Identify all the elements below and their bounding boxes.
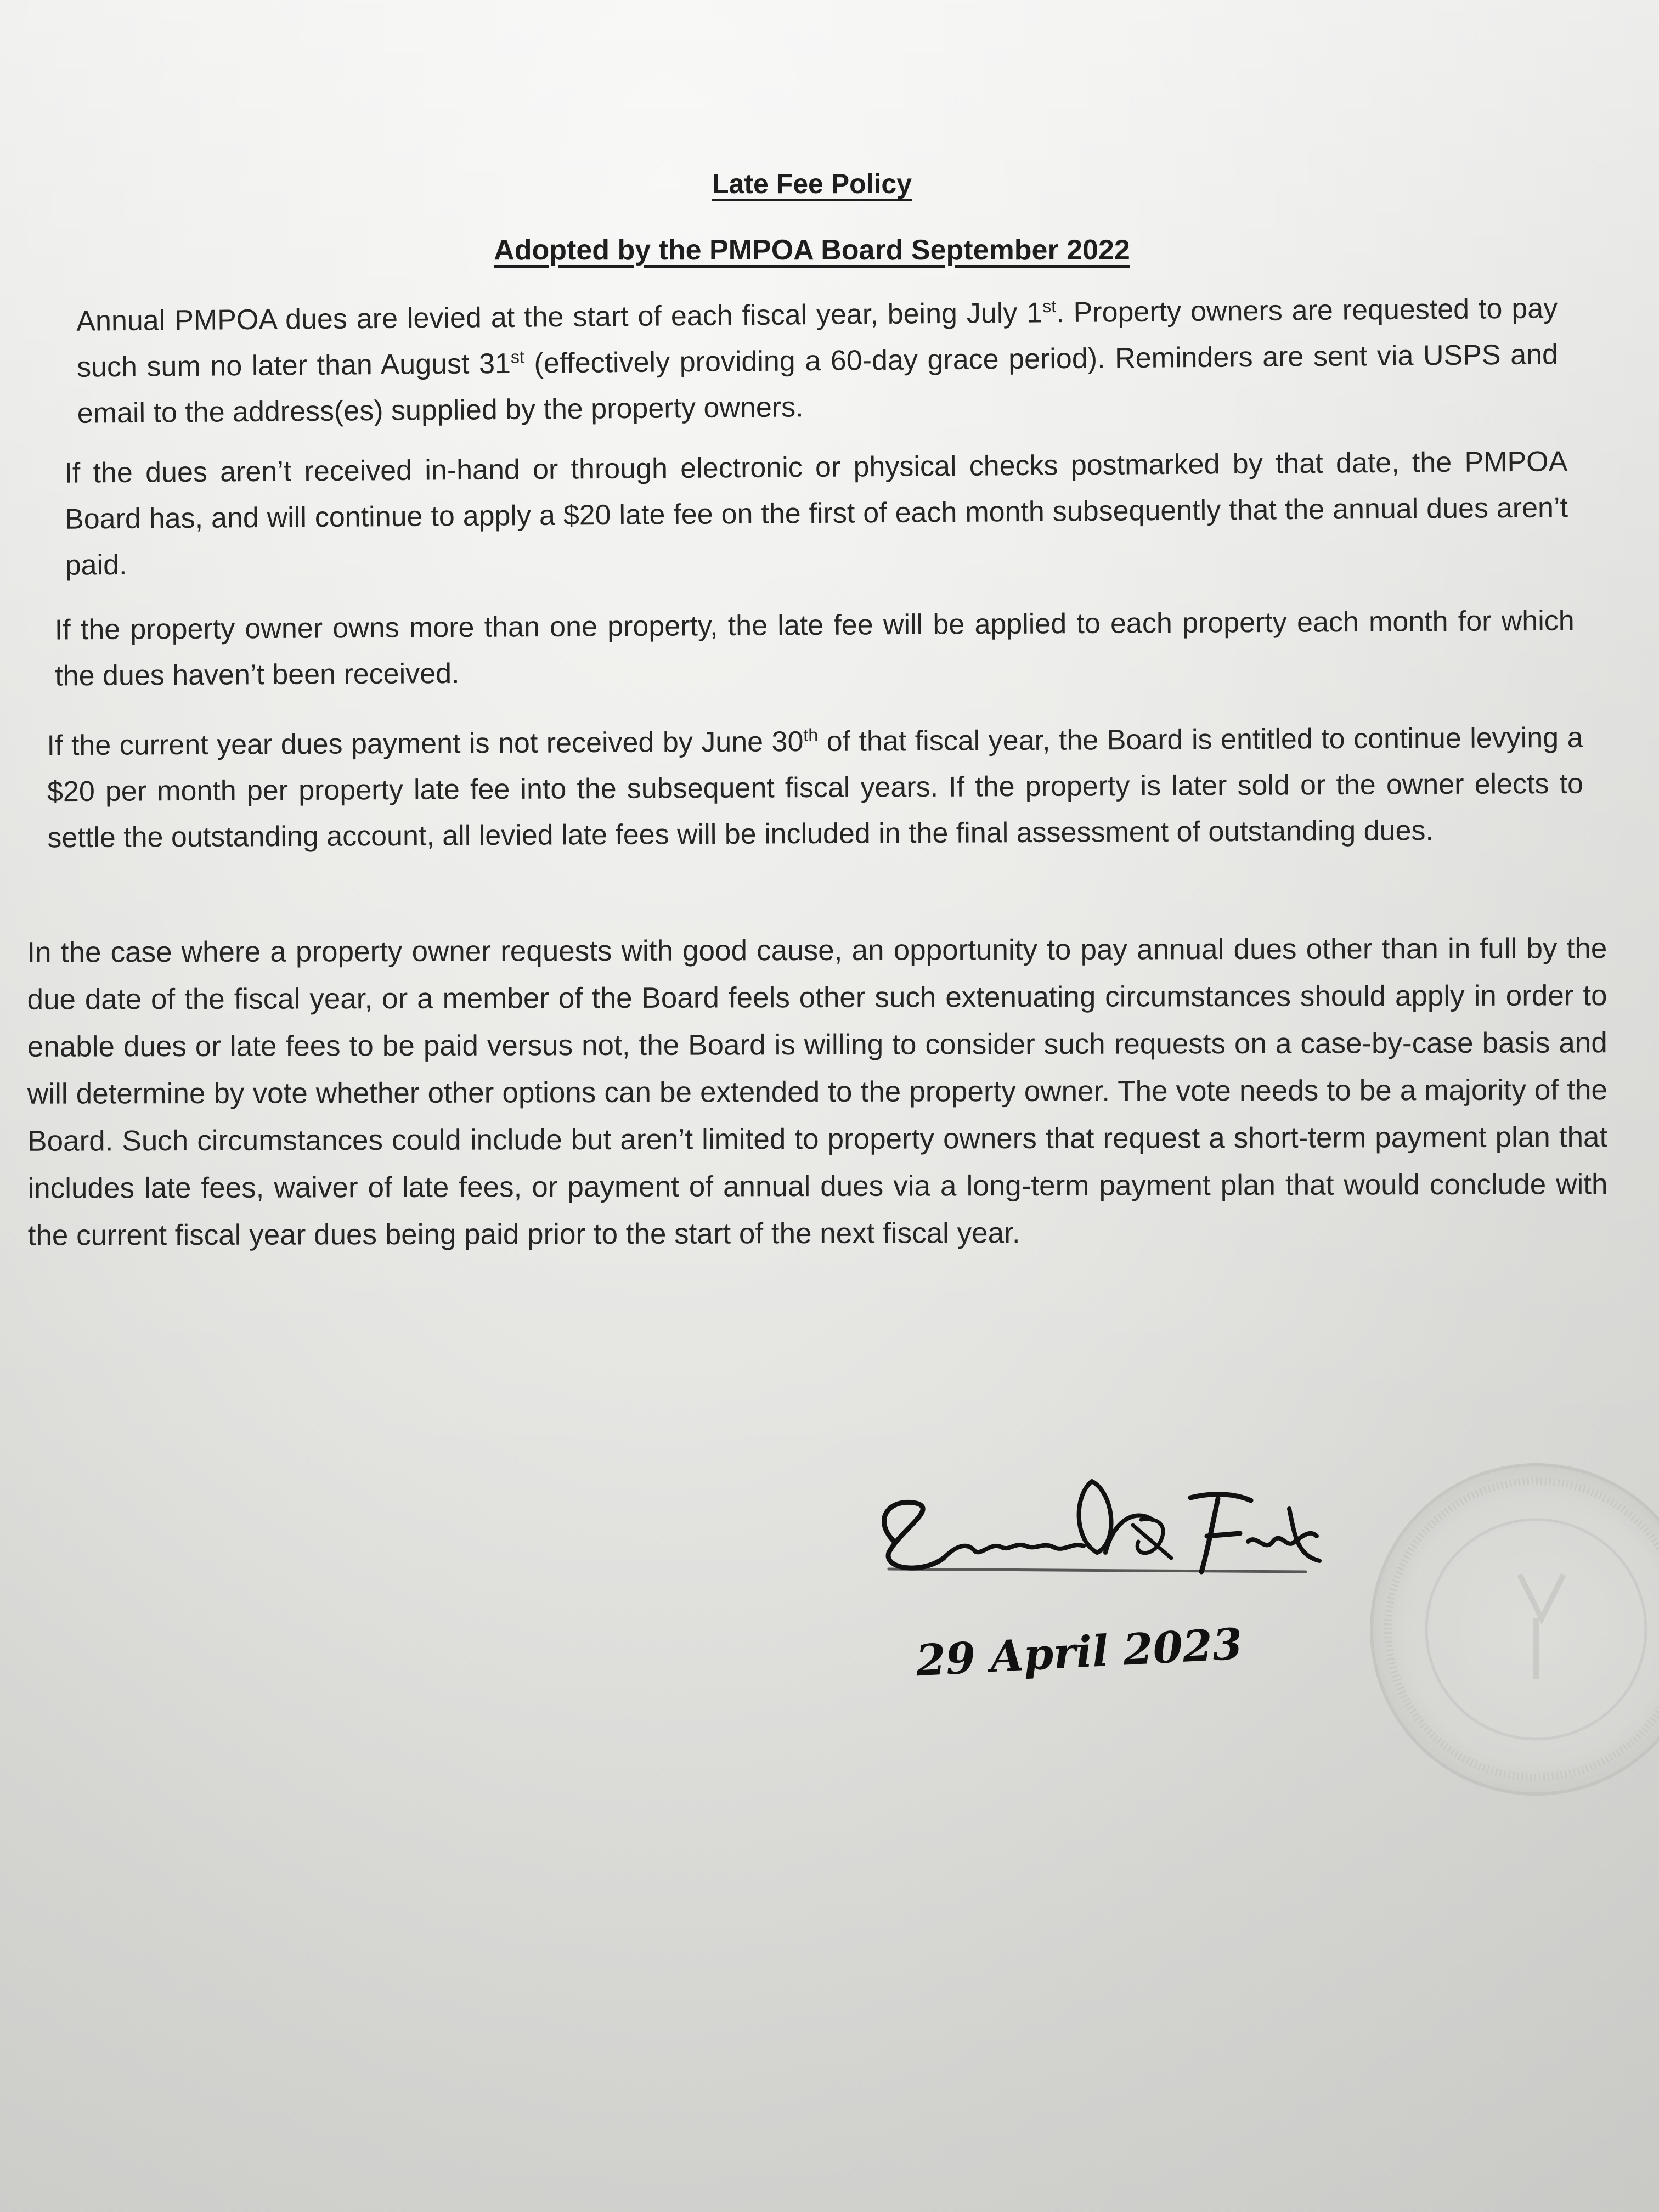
svg-text:29 April 2023: 29 April 2023 bbox=[915, 1619, 1244, 1686]
paragraph-good-cause-requests: In the case where a property owner requests with good cause, an opportunity to pay annual dues other than in full by the due date of the fiscal year, or a member of the Board feels other such extenuating circumstances should apply in order to enable dues or late fees to be paid versus not, the Board is willing to consider such requests on a case-by-case basis and will determine by vote whether other options can be extended to the property owner. The vote needs to be a majority of the Board. Such circumstances could include but aren’t limited to property owners that request a short-term payment plan that includes late fees, waiver of late fees, or payment of annual dues via a long-term payment plan that would conclude with the current fiscal year dues being paid prior to the start of the next fiscal year. bbox=[27, 932, 1608, 1252]
ordinal-suffix: th bbox=[803, 725, 819, 745]
paragraph-fiscal-year-carryover bbox=[47, 715, 1583, 861]
document-subtitle: Adopted by the PMPOA Board September 2022 bbox=[494, 234, 1130, 266]
ordinal-suffix: st bbox=[1042, 296, 1057, 317]
paragraph-multiple-properties: If the property owner owns more than one property, the late fee will be applied to each property each month for which the dues haven’t been received. bbox=[54, 605, 1575, 692]
paragraph-annual-dues bbox=[76, 285, 1559, 437]
ordinal-suffix: st bbox=[510, 347, 524, 367]
paragraph-text: (effectively providing a 60-day grace period). Reminders are sent via USPS and email to the address(es) supplied by the property owners. bbox=[77, 338, 1559, 430]
paragraph-text: Annual PMPOA dues are levied at the start of each fiscal year, being July 1 bbox=[76, 297, 1043, 337]
paragraph-text: of that fiscal year, the Board is entitled to continue levying a $20 per month per property late fee into the subsequent fiscal years. If the property is later sold or the owner elects to settle the outstanding account, all levied late fees will be included in the final assessment of outstanding dues. bbox=[47, 721, 1584, 854]
paragraph-text: . Property owners are requested to pay such sum no later than August 31 bbox=[76, 292, 1558, 383]
document-title: Late Fee Policy bbox=[712, 168, 912, 199]
handwritten-signature bbox=[856, 1459, 1328, 1602]
signature-date bbox=[905, 1618, 1289, 1701]
embossed-seal bbox=[1355, 1437, 1659, 1821]
paragraph-text: If the current year dues payment is not received by June 30 bbox=[47, 726, 804, 762]
paragraph-late-fee: If the dues aren’t received in-hand or through electronic or physical checks postmarked by that date, the PMPOA Board has, and will continue to apply a $20 late fee on the first of each month subsequently that the annual dues aren’t paid. bbox=[64, 445, 1568, 582]
